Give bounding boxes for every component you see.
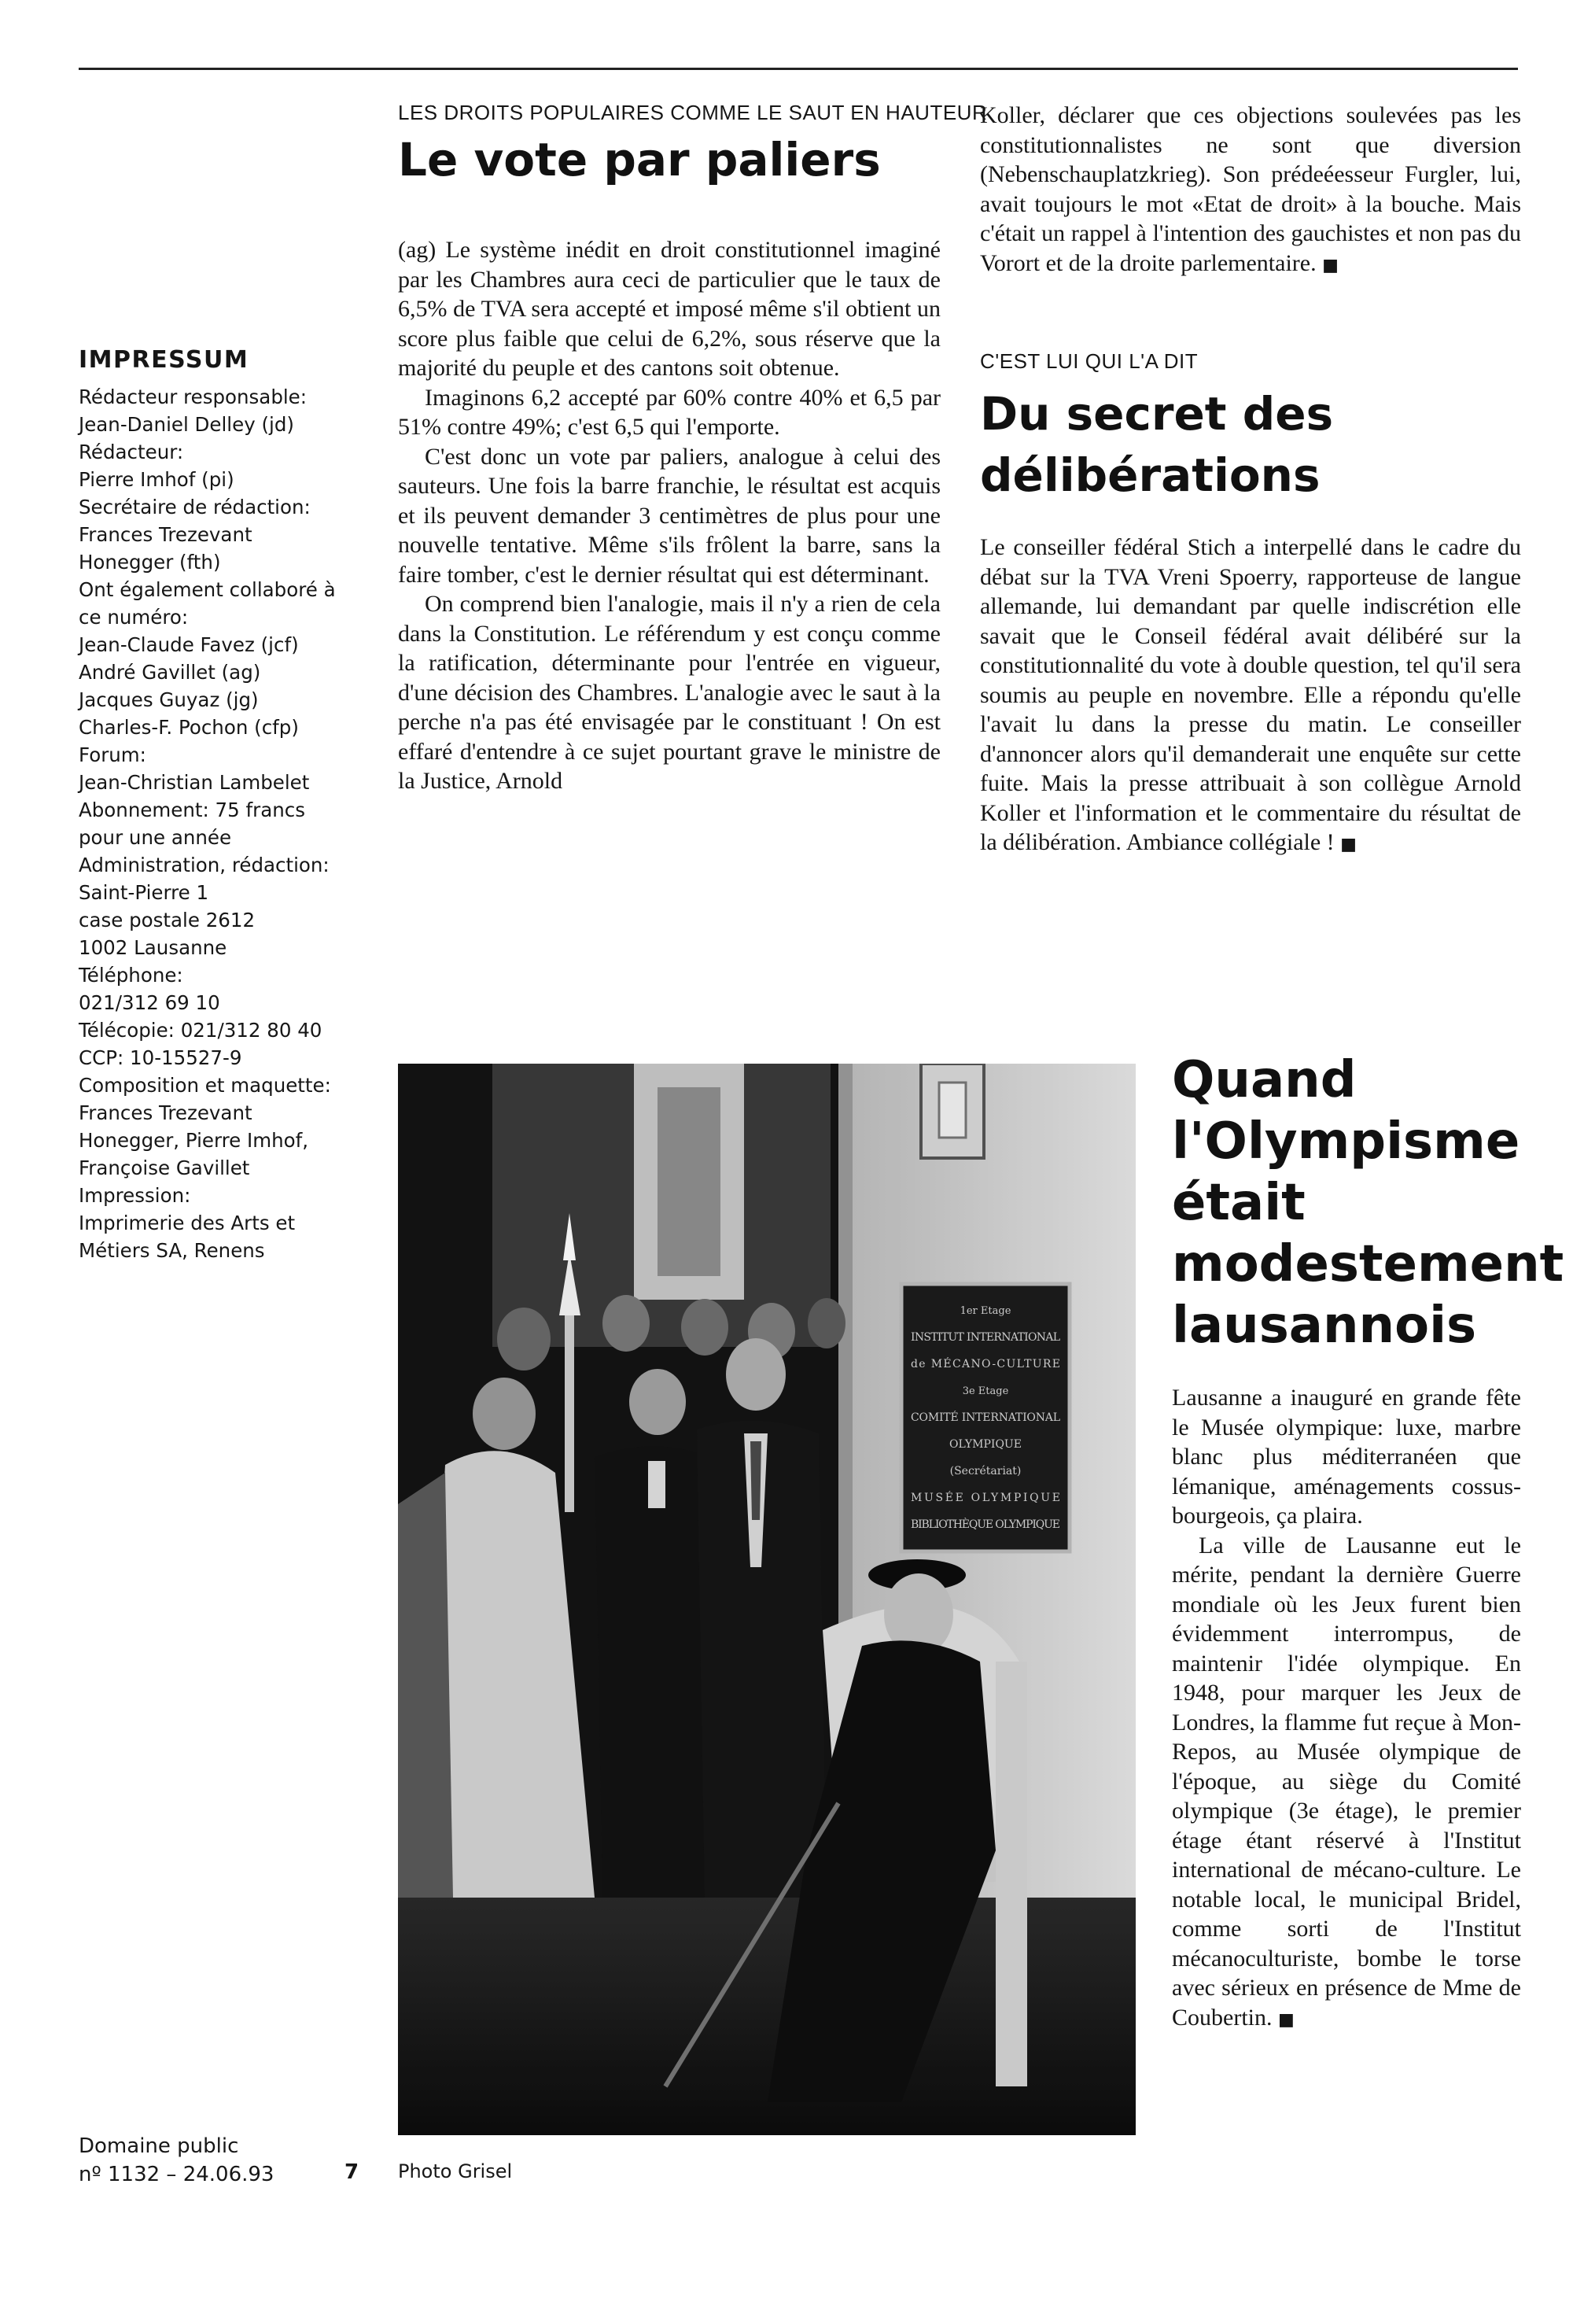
impressum-line: Françoise Gavillet (79, 1156, 250, 1179)
article-secret-text: Le conseiller fédéral Stich a interpellé dans le cadre du débat sur la TVA Vreni Spoerry, rapporteuse de langue allemande, lui demandant par quelle indiscrétion elle savait que le Conseil fédéral avait délibéré sur la constitutionnalité du vote à double question, tel qu'il sera soumis au peuple en novembre. Elle a répondu qu'elle l'avait lu dans la presse du matin. Le conseiller d'annoncer alors qu'il demanderait une enquête sur cette fuite. Mais la presse attribuait à son collègue Arnold Koller et l'information et le commentaire du résultat de la délibération. Ambiance collégiale ! (980, 534, 1521, 855)
top-rule (79, 68, 1518, 70)
article-vote-title: Le vote par paliers (398, 133, 881, 186)
footer (79, 2132, 378, 2189)
plaque-line: 3e Etage (962, 1385, 1009, 1397)
impressum-line: CCP: 10-15527-9 (79, 1046, 242, 1069)
impressum-line: Impression: (79, 1184, 191, 1207)
impressum-line: Honegger (fth) (79, 551, 221, 574)
plaque-line: 1er Etage (960, 1305, 1011, 1317)
historic-photo (398, 1064, 1136, 2135)
impressum-line: Rédacteur responsable: (79, 385, 308, 408)
end-mark-icon: ■ (1340, 835, 1357, 854)
impressum-line: Jean-Daniel Delley (jd) (79, 413, 294, 436)
impressum-line: 021/312 69 10 (79, 991, 220, 1014)
plaque-line: MUSÉE OLYMPIQUE (911, 1492, 1060, 1504)
impressum-line: Saint-Pierre 1 (79, 881, 209, 904)
impressum-line: Frances Trezevant (79, 1101, 252, 1124)
plaque-line: BIBLIOTHÈQUE OLYMPIQUE (911, 1518, 1060, 1531)
issue-number: nº 1132 – 24.06.93 (79, 2163, 274, 2186)
impressum-line: Honegger, Pierre Imhof, (79, 1129, 309, 1152)
end-mark-icon: ■ (1278, 2009, 1295, 2030)
impressum (79, 346, 362, 1264)
article-vote-continuation (980, 101, 1521, 280)
impressum-line: Métiers SA, Renens (79, 1239, 265, 1262)
article-vote-paragraph: (ag) Le système inédit en droit constitutionnel imaginé par les Chambres aura ceci de particulier que le taux de 6,5% de TVA sera accepté et imposé même s'il obtient un score plus faible que celui de 6,2%, sous réserve que la majorité du peuple et des cantons soit obtenue. (398, 237, 941, 381)
article-vote-paragraph: Imaginons 6,2 accepté par 60% contre 40% et 6,5 par 51% contre 49%; c'est 6,5 qui l'emporte. (398, 384, 941, 440)
impressum-line: Téléphone: (79, 964, 183, 987)
impressum-line: Imprimerie des Arts et (79, 1212, 296, 1234)
article-secret-body (980, 533, 1521, 860)
plaque-line: OLYMPIQUE (949, 1438, 1022, 1451)
impressum-line: Jean-Claude Favez (jcf) (79, 633, 299, 656)
article-olympisme-paragraph: Lausanne a inauguré en grande fête le Musée olympique: luxe, marbre blanc plus méditerranéen que lémanique, aménagements cossus-bourgeois, ça plaira. (1172, 1385, 1521, 1529)
article-olympisme-title: Quand l'Olympisme était modestement lausannois (1172, 1051, 1564, 1355)
article-secret-kicker: C'EST LUI QUI L'A DIT (980, 349, 1199, 373)
impressum-line: Rédacteur: (79, 441, 184, 463)
photo-credit: Photo Grisel (398, 2160, 513, 2182)
plaque-line: (Secrétariat) (949, 1465, 1022, 1477)
impressum-line: 1002 Lausanne (79, 936, 227, 959)
article-vote (398, 101, 988, 796)
article-vote-paragraph: On comprend bien l'analogie, mais il n'y a rien de cela dans la Constitution. Le référendum y est conçu comme la ratification, déterminante pour l'entrée en vigueur, d'une décision des Chambres. L'analogie avec le saut à la perche n'a pas été envisagée par le constituant ! On est effaré d'entendre à ce sujet pourtant grave le ministre de la Justice, Arnold (398, 591, 941, 794)
article-olympisme (1172, 1049, 1564, 2034)
article-vote-paragraph: C'est donc un vote par paliers, analogue à celui des sauteurs. Une fois la barre franchie, le résultat est acquis et ils peuvent demander 3 centimètres de plus pour une nouvelle tentative. Même s'ils frôlent la barre, sans la faire tomber, c'est le dernier résultat qui est déterminant. (398, 443, 941, 588)
article-olympisme-paragraph (1172, 1531, 1521, 2035)
impressum-line: case postale 2612 (79, 909, 256, 931)
impressum-line: Administration, rédaction: (79, 854, 330, 876)
article-secret-title: Du secret des délibérations (980, 387, 1334, 502)
impressum-line: Télécopie: 021/312 80 40 (79, 1019, 322, 1042)
impressum-lines (79, 383, 362, 1264)
article-vote-body (398, 235, 941, 796)
impressum-line: Frances Trezevant (79, 523, 252, 546)
article-vote-kicker: LES DROITS POPULAIRES COMME LE SAUT EN HAUTEUR (398, 101, 988, 124)
plaque-line: INSTITUT INTERNATIONAL (911, 1331, 1060, 1344)
impressum-line: André Gavillet (ag) (79, 661, 261, 684)
plaque-line: COMITÉ INTERNATIONAL (911, 1411, 1060, 1424)
impressum-line: Abonnement: 75 francs (79, 799, 305, 821)
impressum-line: Secrétaire de rédaction: (79, 496, 311, 518)
article-secret (980, 349, 1521, 860)
continuation-text: Koller, déclarer que ces objections soulevées pas les constitutionnalistes ne sont que diversion (Nebenschauplatzkrieg). Son prédeéesseur Furgler, lui, avait toujours le mot «Etat de droit» à la bouche. Mais c'était un rappel à l'intention des gauchistes et non pas du Vorort et de la droite parlementaire. (980, 102, 1521, 276)
page-number: 7 (344, 2160, 359, 2184)
impressum-line: Composition et maquette: (79, 1074, 331, 1097)
impressum-heading: IMPRESSUM (79, 346, 249, 374)
end-mark-icon: ■ (1322, 255, 1339, 275)
impressum-line: Charles-F. Pochon (cfp) (79, 716, 299, 739)
impressum-line: Pierre Imhof (pi) (79, 468, 234, 491)
impressum-line: ce numéro: (79, 606, 189, 629)
impressum-line: Jean-Christian Lambelet (79, 771, 310, 794)
impressum-line: pour une année (79, 826, 232, 849)
article-olympisme-body (1172, 1383, 1521, 2034)
column-right (980, 101, 1521, 860)
impressum-line: Ont également collaboré à (79, 578, 336, 601)
plaque-line: de MÉCANO-CULTURE (911, 1358, 1060, 1370)
article-olympisme-text: La ville de Lausanne eut le mérite, pendant la dernière Guerre mondiale où les Jeux furent bien évidemment interrompus, de maintenir l'idée olympique. En 1948, pour marquer les Jeux de Londres, la flamme fut reçue à Mon-Repos, au Musée olympique de l'époque, au siège du Comité olympique (3e étage), le premier étage étant réservé à l'Institut international de mécano-culture. Le notable local, le municipal Bridel, comme sorti de l'Institut mécanoculturiste, bombe le torse avec sérieux en présence de Mme de Coubertin. (1172, 1532, 1521, 2031)
impressum-line: Jacques Guyaz (jg) (79, 688, 259, 711)
impressum-line: Forum: (79, 743, 146, 766)
publication-name: Domaine public (79, 2134, 239, 2158)
